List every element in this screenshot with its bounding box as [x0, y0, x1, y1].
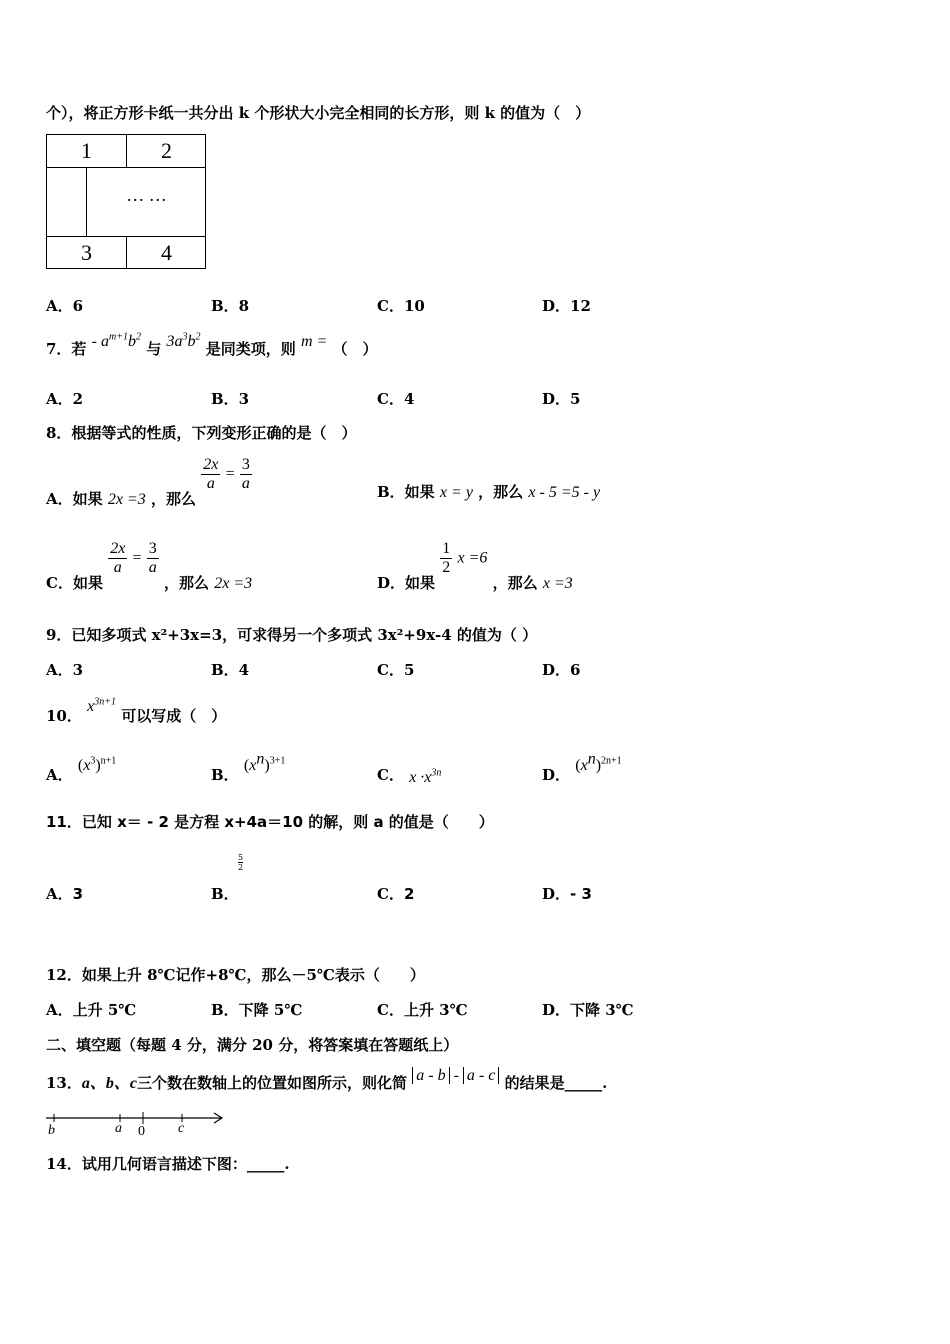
label-a: a	[115, 1121, 122, 1136]
q12-option-a: A．上升 5℃	[46, 1001, 137, 1019]
q11-option-c: C．2	[377, 885, 415, 903]
q11-option-d: D．- 3	[542, 885, 592, 903]
q10-option-d: D． $(x^n)^{2n+1}$	[542, 750, 622, 784]
q7-option-c: C．4	[377, 390, 415, 408]
q7-option-b: B．3	[211, 390, 250, 408]
q11-stem: 11．已知 x＝ - 2 是方程 x+4a＝10 的解，则 a 的值是（ ）	[46, 813, 494, 831]
q11-option-a: A．3	[46, 885, 84, 903]
grid-cell-2: 2	[161, 138, 172, 163]
q13-stem: 13．a、b、c三个数在数轴上的位置如图所示，则化简 a - b - a - c 的结果是_____.	[46, 1067, 608, 1092]
q6-option-d: D．12	[542, 297, 591, 315]
grid-cell-3: 3	[81, 240, 92, 265]
q12-stem: 12．如果上升 8℃记作+8℃，那么－5℃表示（ ）	[46, 966, 425, 984]
q7-stem: 7．若 - $a^{m+1}b^2$ 与 $3a^3b^2$ 是同类项，则 m = （ ）	[46, 331, 378, 358]
q10-option-b: B． $(x^n)^{3+1}$	[211, 750, 286, 784]
q10-option-a: A． $(x^3)^{n+1}$	[46, 755, 117, 784]
q10-stem: 10． $x^{3n+1}$ 可以写成（ ）	[46, 696, 227, 725]
q11-option-b: B． 5 2	[211, 853, 244, 903]
q8-option-b: B．如果 x = y ，那么 x - 5 =5 - y	[377, 483, 601, 501]
q10-option-c: C． $x \cdot x^{3n}$	[377, 766, 442, 786]
label-b: b	[48, 1123, 55, 1138]
q12-option-d: D．下降 3℃	[542, 1001, 634, 1019]
q8-stem: 8．根据等式的性质，下列变形正确的是（ ）	[46, 424, 357, 442]
q6-option-c: C．10	[377, 297, 425, 315]
q6-option-b: B．8	[211, 297, 250, 315]
q12-option-c: C．上升 3℃	[377, 1001, 468, 1019]
q9-option-d: D．6	[542, 661, 581, 679]
q6-grid-figure	[46, 134, 206, 269]
q12-option-b: B．下降 5℃	[211, 1001, 303, 1019]
q8-option-d: D．如果 $\frac{1}{2}$ x =6 ，那么 x =3	[377, 540, 573, 592]
q7-option-a: A．2	[46, 390, 84, 408]
grid-cell-1: 1	[81, 138, 92, 163]
q6-stem: 个），将正方形卡纸一共分出 k 个形状大小完全相同的长方形，则 k 的值为（ ）	[46, 104, 591, 122]
q13-number-line	[44, 1110, 234, 1140]
label-zero: 0	[138, 1124, 145, 1139]
q14-stem: 14．试用几何语言描述下图：_____.	[46, 1155, 290, 1173]
q8-option-a: A．如果 2x =3 ，那么 $\frac{2x}{a}$ = $\frac{3}{a}$	[46, 456, 250, 508]
grid-ellipsis: … …	[126, 185, 167, 205]
q7-option-d: D．5	[542, 390, 581, 408]
q9-option-c: C．5	[377, 661, 415, 679]
q6-option-a: A．6	[46, 297, 84, 315]
q9-stem: 9．已知多项式 x²+3x=3，可求得另一个多项式 3x²+9x-4 的值为（ ）	[46, 626, 538, 644]
q9-option-b: B．4	[211, 661, 250, 679]
section-2-title: 二、填空题（每题 4 分，满分 20 分，将答案填在答题纸上）	[46, 1036, 459, 1054]
grid-cell-4: 4	[161, 240, 172, 265]
q8-option-c: C．如果 $\frac{2x}{a}$ = $\frac{3}{a}$ ，那么 2x =3	[46, 540, 253, 592]
q9-option-a: A．3	[46, 661, 84, 679]
label-c: c	[178, 1121, 185, 1136]
